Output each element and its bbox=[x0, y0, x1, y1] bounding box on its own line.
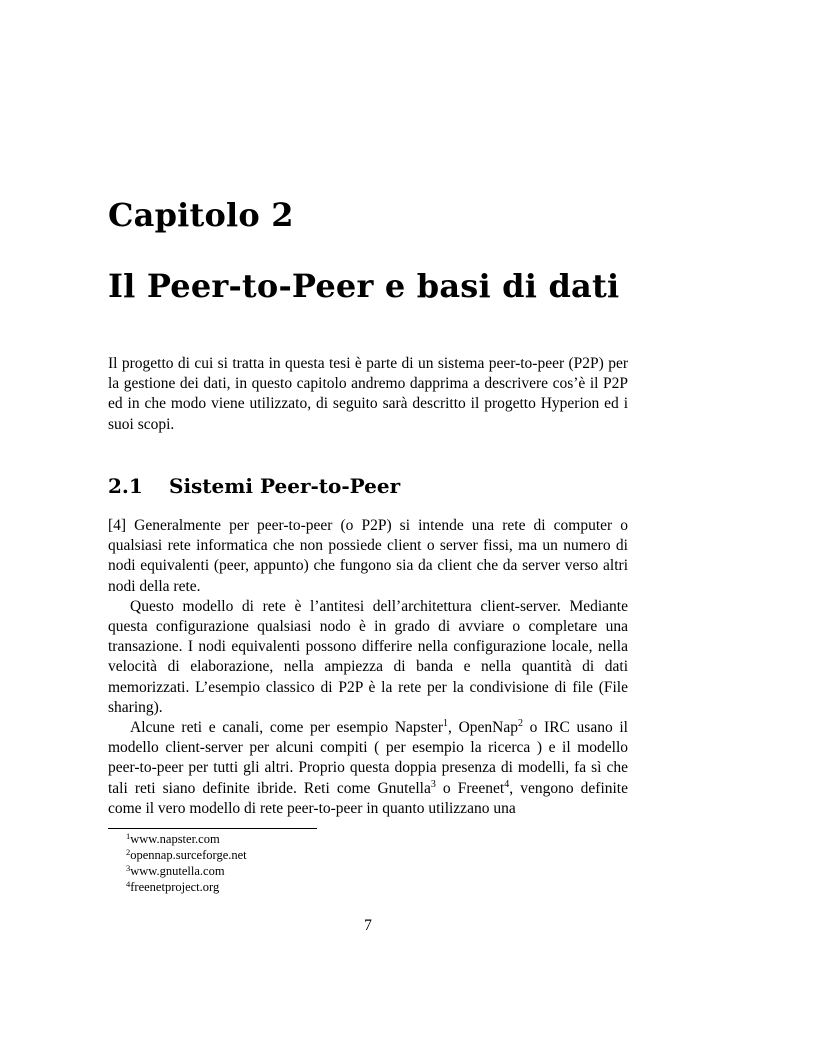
intro-paragraph: Il progetto di cui si tratta in questa tesi è parte di un sistema peer-to-peer (P2P) per la gestione dei dati, in questo capitolo andremo dapprima a descrivere cos’è il P2P ed in che modo viene utilizzato, di seguito sarà descritto il progetto Hyperion ed i suoi scopi. bbox=[108, 355, 628, 433]
footnote-3 bbox=[126, 863, 247, 879]
footnote-mark: 3 bbox=[126, 863, 131, 873]
footnote-ref-4[interactable]: 4 bbox=[504, 778, 510, 790]
footnote-text: www.napster.com bbox=[130, 832, 220, 846]
chapter-title: Il Peer-to-Peer e basi di dati bbox=[108, 267, 620, 305]
chapter-label: Capitolo 2 bbox=[108, 196, 294, 234]
p3-text-c: o IRC usano il modello client-server per alcuni compiti ( per esempio la ricerca ) e il modello peer-to-peer per tutti gli altri. Proprio questa doppia presenza di modelli, fa sì che tali reti siano definite ibride. Reti come Gnutella bbox=[108, 719, 628, 797]
body-paragraph-3 bbox=[108, 718, 628, 819]
section-title: Sistemi Peer-to-Peer bbox=[169, 474, 401, 498]
section-body bbox=[108, 516, 628, 819]
footnote-text: freenetproject.org bbox=[130, 880, 220, 894]
page-number: 7 bbox=[364, 917, 372, 934]
footnote-text: www.gnutella.com bbox=[130, 864, 225, 878]
footnote-ref-3[interactable]: 3 bbox=[430, 778, 436, 790]
footnotes bbox=[126, 831, 247, 895]
footnote-mark: 1 bbox=[126, 831, 131, 841]
p3-text-e: , vengono definite come il vero modello di rete peer-to-peer in quanto utilizzano una bbox=[108, 779, 628, 817]
body-paragraph-2: Questo modello di rete è l’antitesi dell’architettura client-server. Mediante questa configurazione qualsiasi nodo è in grado di avviare o completare una transazione. I nodi equivalenti possono differire nella configurazione locale, nella velocità di elaborazione, nella ampiezza di banda e nella quantità di dati memorizzati. L’esempio classico di P2P è la rete per la condivisione di file (File sharing). bbox=[108, 597, 628, 716]
footnote-2 bbox=[126, 847, 247, 863]
footnote-ref-1[interactable]: 1 bbox=[443, 718, 449, 730]
footnote-rule bbox=[108, 828, 317, 829]
p3-text-a: Alcune reti e canali, come per esempio Napster bbox=[130, 719, 444, 737]
footnote-text: opennap.surceforge.net bbox=[130, 848, 247, 862]
p3-text-b: , OpenNap bbox=[448, 719, 518, 737]
footnote-1 bbox=[126, 831, 247, 847]
body-paragraph-1: [4] Generalmente per peer-to-peer (o P2P) si intende una rete di computer o qualsiasi rete informatica che non possiede client o server fissi, ma un numero di nodi equivalenti (peer, appunto) che fungono sia da client che da server verso altri nodi della rete. bbox=[108, 517, 628, 595]
section-heading bbox=[108, 474, 400, 498]
p3-text-d: o Freenet bbox=[435, 779, 505, 797]
footnote-ref-2[interactable]: 2 bbox=[517, 718, 523, 730]
footnote-mark: 4 bbox=[126, 879, 131, 889]
footnote-4 bbox=[126, 879, 247, 895]
footnote-mark: 2 bbox=[126, 847, 131, 857]
section-number: 2.1 bbox=[108, 474, 143, 498]
